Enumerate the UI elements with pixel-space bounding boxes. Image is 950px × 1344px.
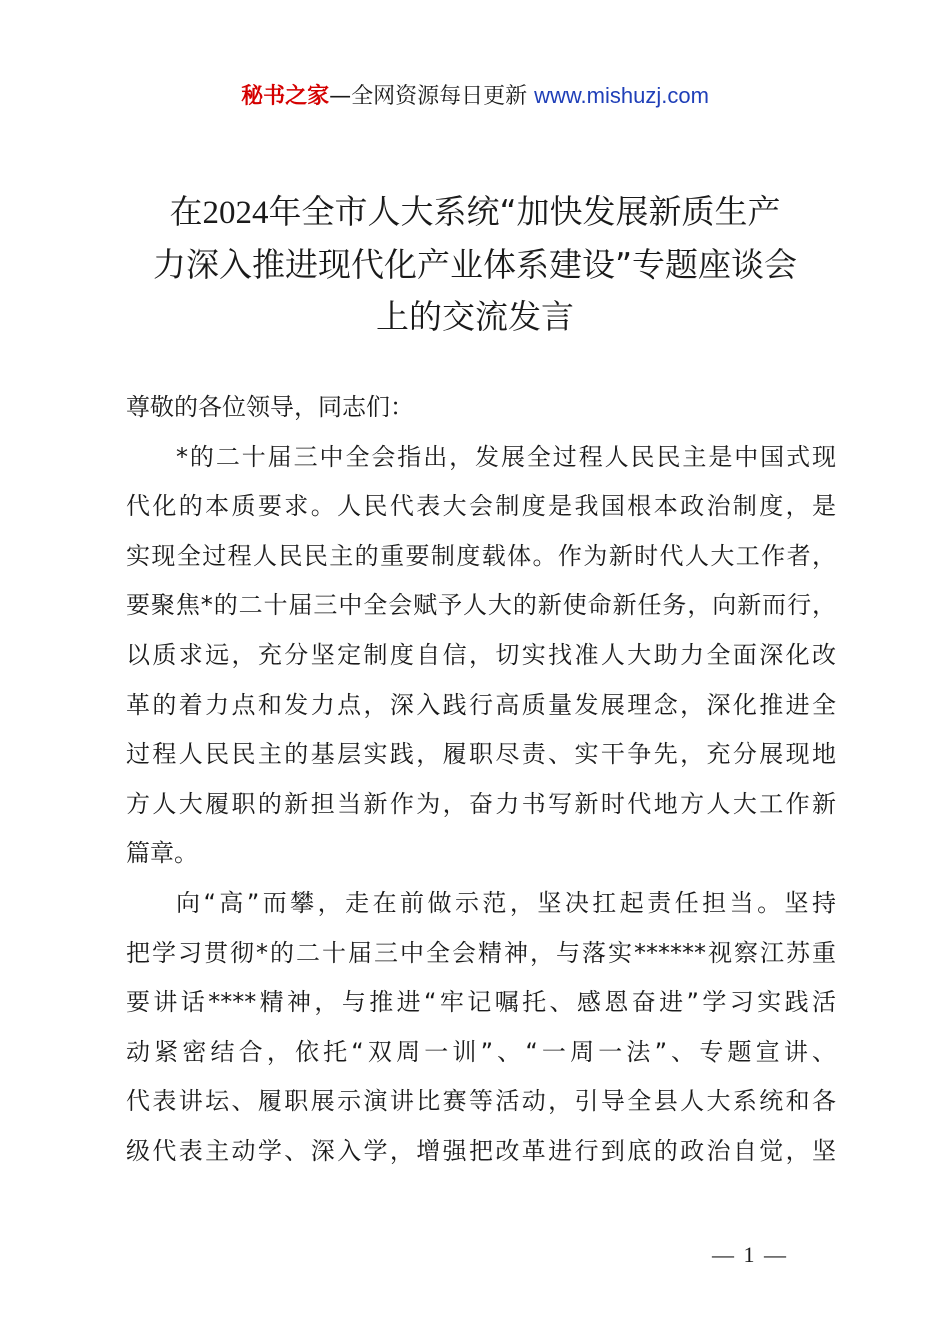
paragraph-line: 要讲话****精神，与推进“牢记嘱托、感恩奋进”学习实践活 [126,988,836,1017]
paragraph-line: 代表讲坛、履职展示演讲比赛等活动，引导全县人大系统和各 [126,1087,836,1116]
paragraph-line: 篇章。 [126,839,198,868]
document-title [110,186,840,343]
site-url-link[interactable]: www.mishuzj.com [534,83,709,108]
paragraph-line: 代化的本质要求。人民代表大会制度是我国根本政治制度，是 [126,492,836,521]
page-number: — 1 — [712,1242,788,1267]
salutation: 尊敬的各位领导，同志们： [126,393,414,421]
site-brand: 秘书之家 [241,84,330,109]
title-line-3: 上的交流发言 [376,297,574,336]
page-footer [0,1240,950,1270]
title-line-1: 在2024年全市人大系统“加快发展新质生产 [169,192,781,231]
paragraph-line: 级代表主动学、深入学，增强把改革进行到底的政治自觉，坚 [126,1136,836,1165]
paragraph-line: 要聚焦*的二十届三中全会赋予人大的新使命新任务，向新而行， [126,591,836,620]
paragraph-line: 把学习贯彻*的二十届三中全会精神，与落实******视察江苏重 [126,938,836,967]
site-tagline: —全网资源每日更新 [329,84,528,109]
site-header [0,80,950,113]
paragraph-line: 以质求远，充分坚定制度自信，切实找准人大助力全面深化改 [126,640,836,669]
paragraph-line: 方人大履职的新担当新作为，奋力书写新时代地方人大工作新 [126,789,836,818]
document-body [126,383,836,1177]
paragraph-2 [126,879,836,1177]
paragraph-line: 实现全过程人民民主的重要制度载体。作为新时代人大工作者， [126,541,836,570]
paragraph-line: 过程人民民主的基层实践，履职尽责、实干争先，充分展现地 [126,740,836,769]
paragraph-1 [126,433,836,879]
paragraph-line: 革的着力点和发力点，深入践行高质量发展理念，深化推进全 [126,690,836,719]
paragraph-line: 向“高”而攀，走在前做示范，坚决扛起责任担当。坚持 [176,888,836,917]
paragraph-line: 动紧密结合，依托“双周一训”、“一周一法”、专题宣讲、 [126,1037,836,1066]
title-line-2: 力深入推进现代化产业体系建设”专题座谈会 [152,245,798,284]
paragraph-line: *的二十届三中全会指出，发展全过程人民民主是中国式现 [176,442,836,471]
